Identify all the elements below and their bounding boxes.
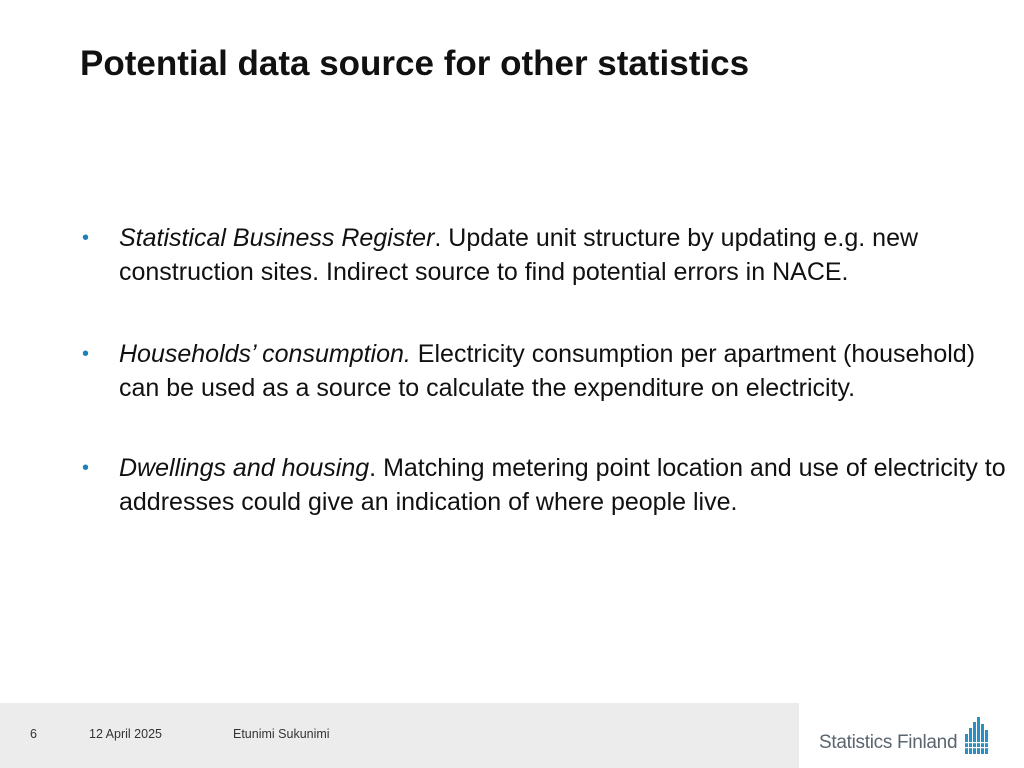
statistics-finland-logo: [819, 716, 999, 756]
bullet-item-households-consumption: [82, 337, 1012, 405]
slide-footer: [0, 703, 1024, 768]
bullet-lead: Households’ consumption.: [119, 340, 411, 368]
bullet-lead: Dwellings and housing: [119, 454, 370, 482]
logo-text: Statistics Finland: [819, 732, 958, 753]
bullet-list: [82, 221, 1012, 567]
bullet-text: . Matching metering point location and use of electricity to addresses could give an indication of where people live.: [119, 454, 1006, 516]
footer-date: 12 April 2025: [89, 727, 162, 741]
bar-chart-logo-icon: [965, 716, 989, 754]
bullet-item-business-register: [82, 221, 1012, 289]
bullet-dot-icon: •: [82, 343, 90, 365]
bullet-dot-icon: •: [82, 227, 90, 249]
bullet-text: . Update unit structure by updating e.g. new construction sites. Indirect source to find potential errors in NACE.: [119, 224, 919, 286]
footer-author: Etunimi Sukunimi: [233, 727, 330, 741]
bullet-lead: Statistical Business Register: [119, 224, 435, 252]
bullet-dot-icon: •: [82, 457, 90, 479]
bullet-text: Electricity consumption per apartment (household) can be used as a source to calculate the expenditure on electricity.: [119, 340, 976, 402]
page-number: 6: [30, 727, 37, 741]
slide-title: Potential data source for other statistics: [80, 44, 750, 83]
bullet-item-dwellings-housing: [82, 451, 1012, 519]
